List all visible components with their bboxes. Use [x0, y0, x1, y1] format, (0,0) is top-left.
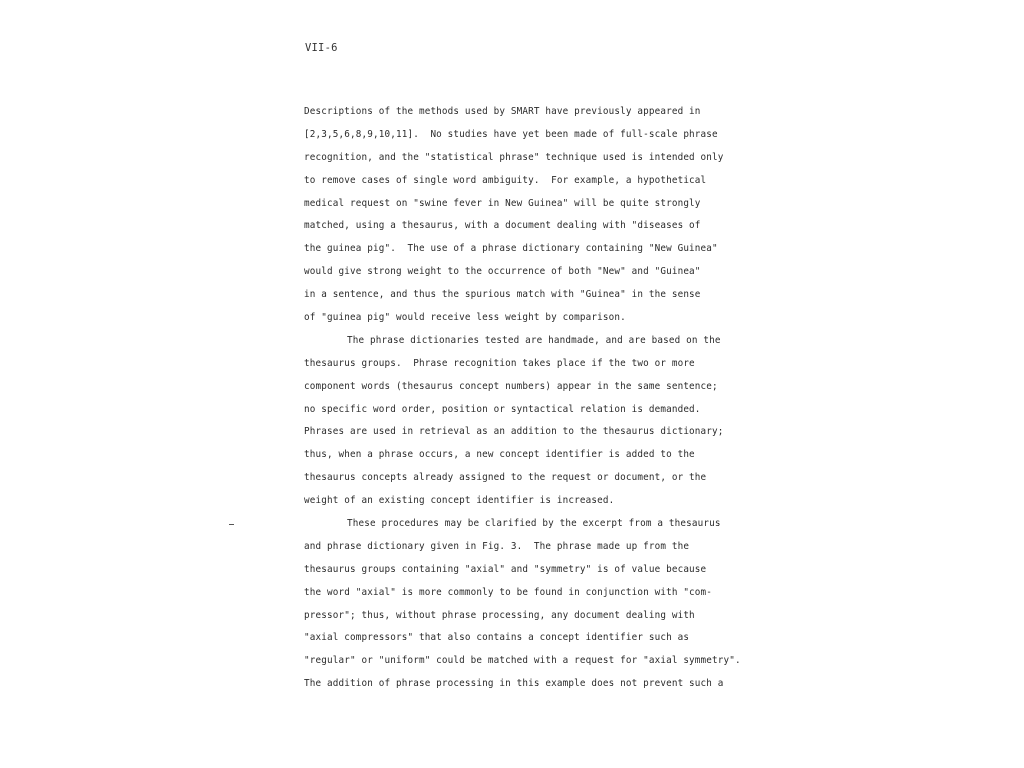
text-line: Descriptions of the methods used by SMART have previously appeared in	[304, 106, 701, 117]
text-line: weight of an existing concept identifier is increased.	[304, 495, 615, 507]
text-line: and phrase dictionary given in Fig. 3. The phrase made up from the	[304, 540, 690, 552]
text-line: medical request on "swine fever in New Guinea" will be quite strongly	[304, 197, 701, 209]
text-line: to remove cases of single word ambiguity. For example, a hypothetical	[304, 174, 707, 186]
text-line: no specific word order, position or syntactical relation is demanded.	[304, 403, 701, 415]
text-line: "regular" or "uniform" could be matched with a request for "axial symmetry".	[304, 655, 741, 667]
text-line: These procedures may be clarified by the excerpt from a thesaurus	[347, 518, 721, 530]
text-line: pressor"; thus, without phrase processing, any document dealing with	[304, 609, 695, 621]
text-line: matched, using a thesaurus, with a document dealing with "diseases of	[304, 220, 701, 232]
text-line: thesaurus concepts already assigned to the request or document, or the	[304, 472, 707, 484]
text-line: the word "axial" is more commonly to be found in conjunction with "com-	[304, 586, 713, 598]
text-line: Phrases are used in retrieval as an addition to the thesaurus dictionary;	[304, 426, 724, 438]
text-line: The phrase dictionaries tested are handmade, and are based on the	[347, 334, 721, 346]
margin-mark	[229, 524, 234, 525]
page-number: VII-6	[305, 42, 338, 54]
text-line: thus, when a phrase occurs, a new concept identifier is added to the	[304, 449, 695, 461]
text-line: thesaurus groups containing "axial" and "symmetry" is of value because	[304, 563, 707, 575]
body-text	[304, 101, 741, 696]
text-line: of "guinea pig" would receive less weight by comparison.	[304, 312, 626, 324]
text-line: "axial compressors" that also contains a concept identifier such as	[304, 632, 690, 644]
text-line: [2,3,5,6,8,9,10,11]. No studies have yet been made of full-scale phrase	[304, 128, 718, 140]
text-line: The addition of phrase processing in this example does not prevent such a	[304, 678, 724, 690]
text-line: in a sentence, and thus the spurious match with "Guinea" in the sense	[304, 289, 701, 301]
text-line: recognition, and the "statistical phrase" technique used is intended only	[304, 151, 724, 163]
text-line: would give strong weight to the occurrence of both "New" and "Guinea"	[304, 266, 701, 278]
text-line: the guinea pig". The use of a phrase dictionary containing "New Guinea"	[304, 243, 718, 255]
text-line: component words (thesaurus concept numbers) appear in the same sentence;	[304, 380, 718, 392]
text-line: thesaurus groups. Phrase recognition takes place if the two or more	[304, 357, 695, 369]
